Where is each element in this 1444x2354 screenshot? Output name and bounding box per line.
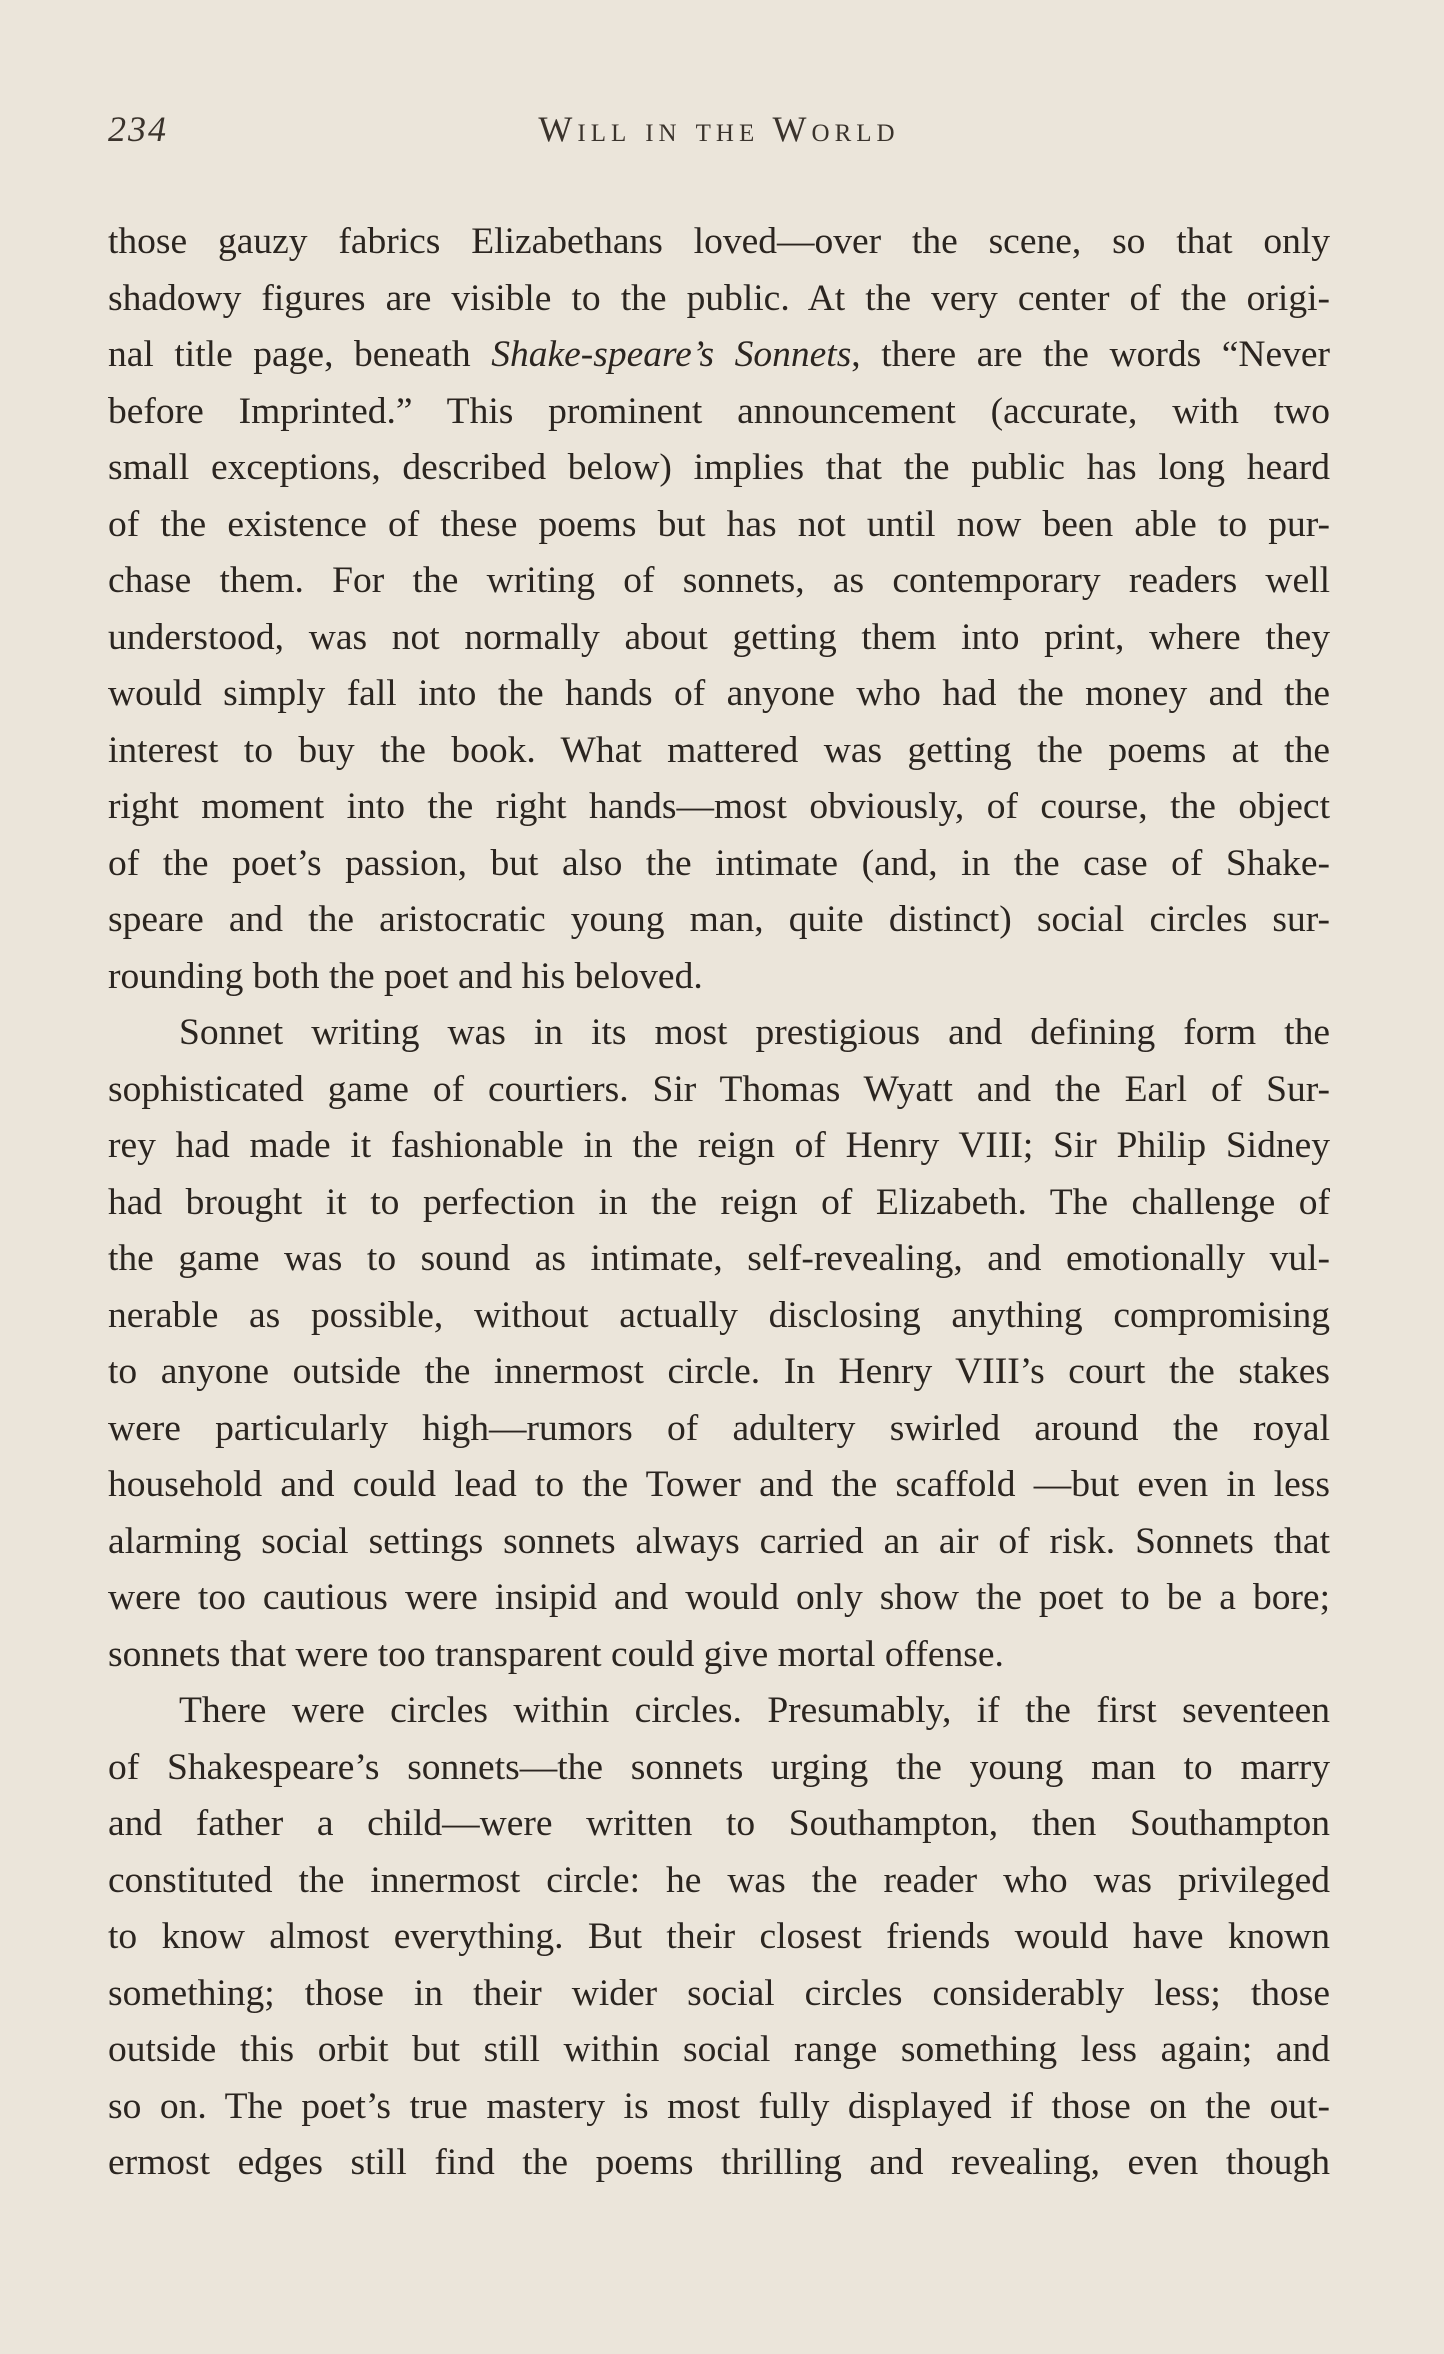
text-line: interest to buy the book. What mattered was getting the poems at the xyxy=(108,729,1330,771)
text-line: ermost edges still find the poems thrilling and revealing, even though xyxy=(108,2142,1330,2183)
text-line xyxy=(108,327,1330,384)
text-line: to anyone outside the innermost circle. In Henry VIII’s court the stakes xyxy=(108,1351,1330,1392)
text-line: household and could lead to the Tower and the scaffold —but even in less xyxy=(108,1464,1330,1505)
text-line: of the existence of these poems but has not until now been able to pur- xyxy=(108,503,1330,545)
text-line: the game was to sound as intimate, self-revealing, and emotionally vul- xyxy=(108,1238,1330,1279)
text-line: had brought it to perfection in the reign of Elizabeth. The challenge of xyxy=(108,1181,1330,1223)
text-line: understood, was not normally about getting them into print, where they xyxy=(108,616,1330,658)
text-line: were particularly high—rumors of adultery swirled around the royal xyxy=(108,1407,1330,1449)
text-line: nerable as possible, without actually disclosing anything compromising xyxy=(108,1294,1330,1336)
text-line: rounding both the poet and his beloved. xyxy=(108,955,703,997)
body-text xyxy=(108,214,1330,2192)
text-line: of the poet’s passion, but also the intimate (and, in the case of Shake- xyxy=(108,842,1330,884)
text-line: sophisticated game of courtiers. Sir Thomas Wyatt and the Earl of Sur- xyxy=(108,1068,1330,1110)
text-line: There were circles within circles. Presumably, if the first seventeen xyxy=(179,1690,1330,1731)
text-line: of Shakespeare’s sonnets—the sonnets urging the young man to marry xyxy=(108,1746,1330,1788)
text-line: alarming social settings sonnets always carried an air of risk. Sonnets that xyxy=(108,1520,1330,1562)
text-line: chase them. For the writing of sonnets, as contemporary readers well xyxy=(108,560,1330,601)
text-segment: nal title page, beneath xyxy=(108,334,492,375)
text-line: right moment into the right hands—most obviously, of course, the object xyxy=(108,786,1330,827)
text-line: before Imprinted.” This prominent announcement (accurate, with two xyxy=(108,390,1330,432)
text-line: to know almost everything. But their closest friends would have known xyxy=(108,1916,1330,1957)
text-line: were too cautious were insipid and would only show the poet to be a bore; xyxy=(108,1577,1330,1618)
page-number: 234 xyxy=(108,109,168,149)
page-header xyxy=(108,108,1330,158)
text-line: small exceptions, described below) implies that the public has long heard xyxy=(108,447,1330,488)
text-line: would simply fall into the hands of anyone who had the money and the xyxy=(108,673,1330,714)
text-line: and father a child—were written to Southampton, then Southampton xyxy=(108,1803,1330,1844)
text-line: Sonnet writing was in its most prestigious and defining form the xyxy=(179,1012,1330,1053)
book-title-italic: Shake-speare’s Sonnets xyxy=(491,334,852,375)
text-line: something; those in their wider social circles considerably less; those xyxy=(108,1972,1330,2014)
text-line: shadowy figures are visible to the public. At the very center of the origi- xyxy=(108,277,1330,319)
text-line: rey had made it fashionable in the reign of Henry VIII; Sir Philip Sidney xyxy=(108,1125,1330,1166)
text-line: outside this orbit but still within social range something less again; and xyxy=(108,2029,1330,2070)
text-line: those gauzy fabrics Elizabethans loved—over the scene, so that only xyxy=(108,221,1330,262)
text-line: constituted the innermost circle: he was the reader who was privileged xyxy=(108,1859,1330,1901)
text-line: so on. The poet’s true mastery is most fully displayed if those on the out- xyxy=(108,2085,1330,2127)
text-line: sonnets that were too transparent could give mortal offense. xyxy=(108,1633,1004,1675)
running-head: Will in the World xyxy=(538,109,900,149)
text-line: speare and the aristocratic young man, quite distinct) social circles sur- xyxy=(108,899,1330,940)
text-segment: , there are the words “Never xyxy=(851,334,1330,375)
